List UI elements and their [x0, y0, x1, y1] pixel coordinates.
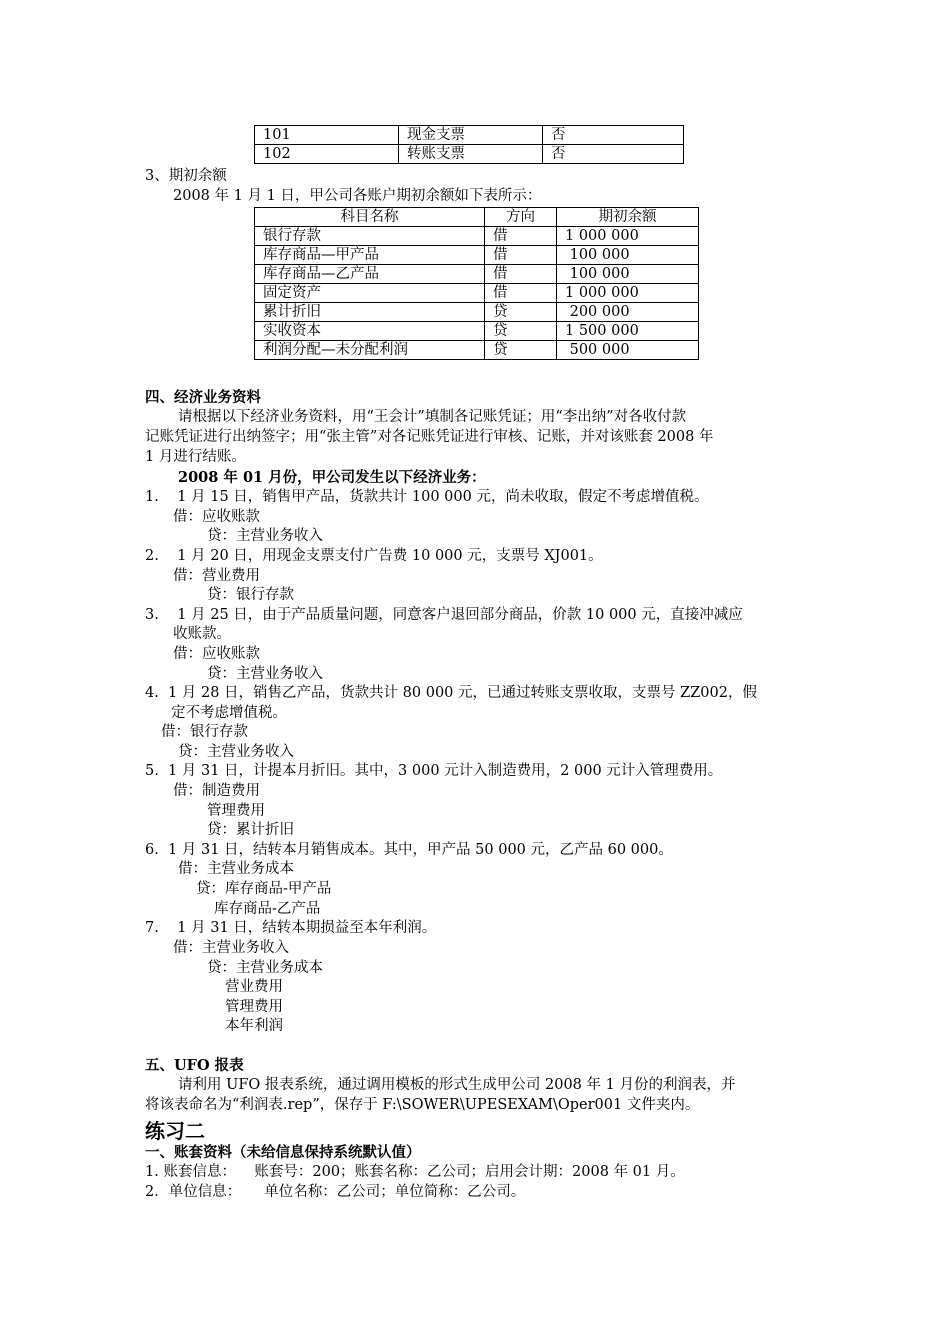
table-cell: 否	[543, 145, 684, 164]
section-5-title: 五、UFO 报表	[145, 1057, 244, 1074]
journal-credit: 贷：主营业务收入	[178, 744, 294, 760]
journal-credit: 贷：累计折旧	[207, 822, 294, 838]
list-item-continuation: 定不考虑增值税。	[171, 705, 287, 721]
table-cell: 101	[255, 126, 399, 145]
section-4-subtitle: 2008 年 01 月份，甲公司发生以下经济业务：	[178, 469, 486, 486]
table-cell: 借	[485, 246, 557, 265]
opening-balance-table	[254, 207, 699, 360]
table-cell: 固定资产	[255, 284, 485, 303]
list-item: 5. 1 月 31 日，计提本月折旧。其中，3 000 元计入制造费用，2 000 元计入管理费用。	[145, 763, 723, 779]
journal-debit: 管理费用	[207, 803, 265, 819]
journal-debit: 借：银行存款	[161, 724, 248, 740]
table-cell: 利润分配—未分配利润	[255, 341, 485, 360]
table-cell: 贷	[485, 303, 557, 322]
unit-info-line: 2．单位信息： 单位名称：乙公司；单位简称：乙公司。	[145, 1184, 526, 1200]
table-cell: 库存商品—甲产品	[255, 246, 485, 265]
list-item: 7. 1 月 31 日，结转本期损益至本年利润。	[145, 920, 437, 936]
section-3-intro: 2008 年 1 月 1 日，甲公司各账户期初余额如下表所示：	[173, 188, 542, 204]
table-row	[255, 227, 699, 246]
table-cell: 1 500 000	[557, 322, 699, 341]
table-row	[255, 145, 684, 164]
table-cell: 200 000	[557, 303, 699, 322]
table-header-row	[255, 208, 699, 227]
table-cell: 借	[485, 265, 557, 284]
table-cell: 累计折旧	[255, 303, 485, 322]
journal-debit: 借：应收账款	[173, 509, 260, 525]
table-row	[255, 303, 699, 322]
table-cell: 100 000	[557, 246, 699, 265]
section-4-paragraph: 1 月进行结账。	[145, 449, 246, 465]
table-row	[255, 126, 684, 145]
table-row	[255, 265, 699, 284]
journal-debit: 借：应收账款	[173, 646, 260, 662]
section-5-paragraph: 请利用 UFO 报表系统，通过调用模板的形式生成甲公司 2008 年 1 月份的利润表，并	[178, 1077, 736, 1093]
exercise-2-section-title: 一、账套资料（未给信息保持系统默认值）	[145, 1144, 421, 1161]
list-item: 2. 1 月 20 日，用现金支票支付广告费 10 000 元，支票号 XJ001。	[145, 548, 603, 564]
exercise-2-title: 练习二	[145, 1119, 205, 1143]
table-cell: 实收资本	[255, 322, 485, 341]
table-cell: 借	[485, 284, 557, 303]
table-cell: 500 000	[557, 341, 699, 360]
journal-debit: 借：主营业务成本	[178, 861, 294, 877]
column-header: 期初余额	[557, 208, 699, 227]
section-4-paragraph: 请根据以下经济业务资料，用“王会计”填制各记账凭证；用“李出纳”对各收付款	[178, 409, 687, 425]
journal-credit: 贷：库存商品-甲产品	[196, 881, 332, 897]
journal-debit: 借：制造费用	[173, 783, 260, 799]
journal-credit: 贷：主营业务成本	[207, 960, 323, 976]
account-info-line: 1. 账套信息： 账套号：200；账套名称：乙公司；启用会计期：2008 年 01 月。	[145, 1164, 685, 1180]
table-cell: 1 000 000	[557, 284, 699, 303]
table-cell: 102	[255, 145, 399, 164]
column-header: 方向	[485, 208, 557, 227]
table-row	[255, 322, 699, 341]
section-3-title: 3、期初余额	[145, 168, 227, 184]
list-item: 6. 1 月 31 日，结转本月销售成本。其中，甲产品 50 000 元，乙产品 60 000。	[145, 842, 673, 858]
section-4-title: 四、经济业务资料	[145, 389, 261, 406]
table-cell: 转账支票	[399, 145, 543, 164]
table-cell: 贷	[485, 341, 557, 360]
table-row	[255, 284, 699, 303]
table-cell: 否	[543, 126, 684, 145]
journal-credit: 库存商品-乙产品	[214, 901, 321, 917]
table-row	[255, 246, 699, 265]
journal-debit: 借：主营业务收入	[173, 940, 289, 956]
table-cell: 100 000	[557, 265, 699, 284]
table-cell: 1 000 000	[557, 227, 699, 246]
table-cell: 银行存款	[255, 227, 485, 246]
table-row	[255, 341, 699, 360]
column-header: 科目名称	[255, 208, 485, 227]
section-5-paragraph: 将该表命名为“利润表.rep”，保存于 F:\SOWER\UPESEXAM\Oper001 文件夹内。	[145, 1097, 700, 1113]
list-item: 1. 1 月 15 日，销售甲产品，货款共计 100 000 元，尚未收取，假定不考虑增值税。	[145, 489, 709, 505]
list-item: 3. 1 月 25 日，由于产品质量问题，同意客户退回部分商品，价款 10 000 元，直接冲减应	[145, 607, 743, 623]
journal-debit: 借：营业费用	[173, 568, 260, 584]
journal-credit: 贷：主营业务收入	[207, 528, 323, 544]
table-cell: 贷	[485, 322, 557, 341]
journal-credit: 本年利润	[225, 1018, 283, 1034]
list-item: 4. 1 月 28 日，销售乙产品，货款共计 80 000 元，已通过转账支票收取，支票号 ZZ002，假	[145, 685, 757, 701]
checks-table	[254, 125, 684, 164]
section-4-paragraph: 记账凭证进行出纳签字；用“张主管”对各记账凭证进行审核、记账，并对该账套 2008 年	[145, 429, 714, 445]
journal-credit: 贷：主营业务收入	[207, 666, 323, 682]
list-item-continuation: 收账款。	[173, 626, 231, 642]
table-cell: 借	[485, 227, 557, 246]
journal-credit: 营业费用	[225, 979, 283, 995]
table-cell: 现金支票	[399, 126, 543, 145]
table-cell: 库存商品—乙产品	[255, 265, 485, 284]
journal-credit: 贷：银行存款	[207, 587, 294, 603]
journal-credit: 管理费用	[225, 999, 283, 1015]
